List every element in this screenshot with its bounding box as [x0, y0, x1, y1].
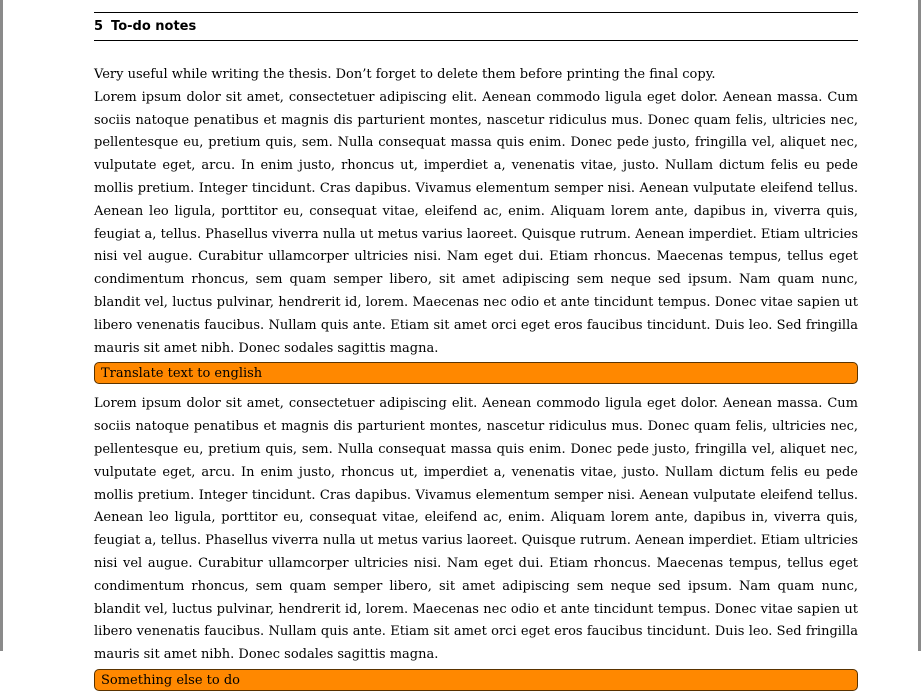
body-paragraph-1: Lorem ipsum dolor sit amet, consectetuer adipiscing elit. Aenean commodo ligula eget dolor. Aenean massa. Cum sociis natoque penatibus et magnis dis parturient montes, nascetur ridiculus mus. Donec quam felis, ultricies nec, pellentesque eu, pretium quis, sem. Nulla consequat massa quis enim. Donec pede justo, fringilla vel, aliquet nec, vulputate eget, arcu. In enim justo, rhoncus ut, imperdiet a, venenatis vitae, justo. Nullam dictum felis eu pede mollis pretium. Integer tincidunt. Cras dapibus. Vivamus elementum semper nisi. Aenean vulputate eleifend tellus. Aenean leo ligula, porttitor eu, consequat vitae, eleifend ac, enim. Aliquam lorem ante, dapibus in, viverra quis, feugiat a, tellus. Phasellus viverra nulla ut metus varius laoreet. Quisque rutrum. Aenean imperdiet. Etiam ultricies nisi vel augue. Curabitur ullamcorper ultricies nisi. Nam eget dui. Etiam rhoncus. Maecenas tempus, tellus eget condimentum rhoncus, sem quam semper libero, sit amet adipiscing sem neque sed ipsum. Nam quam nunc, blandit vel, luctus pulvinar, hendrerit id, lorem. Maecenas nec odio et ante tincidunt tempus. Donec vitae sapien ut libero venenatis faucibus. Nullam quis ante. Etiam sit amet orci eget eros faucibus tincidunt. Duis leo. Sed fringilla mauris sit amet nibh. Donec sodales sagittis magna. [94, 89, 858, 356]
section-number: 5 [94, 19, 104, 34]
section-heading [94, 12, 858, 41]
section-title: To-do notes [111, 19, 197, 34]
body-paragraph-2: Lorem ipsum dolor sit amet, consectetuer adipiscing elit. Aenean commodo ligula eget dolor. Aenean massa. Cum sociis natoque penatibus et magnis dis parturient montes, nascetur ridiculus mus. Donec quam felis, ultricies nec, pellentesque eu, pretium quis, sem. Nulla consequat massa quis enim. Donec pede justo, fringilla vel, aliquet nec, vulputate eget, arcu. In enim justo, rhoncus ut, imperdiet a, venenatis vitae, justo. Nullam dictum felis eu pede mollis pretium. Integer tincidunt. Cras dapibus. Vivamus elementum semper nisi. Aenean vulputate eleifend tellus. Aenean leo ligula, porttitor eu, consequat vitae, eleifend ac, enim. Aliquam lorem ante, dapibus in, viverra quis, feugiat a, tellus. Phasellus viverra nulla ut metus varius laoreet. Quisque rutrum. Aenean imperdiet. Etiam ultricies nisi vel augue. Curabitur ullamcorper ultricies nisi. Nam eget dui. Etiam rhoncus. Maecenas tempus, tellus eget condimentum rhoncus, sem quam semper libero, sit amet adipiscing sem neque sed ipsum. Nam quam nunc, blandit vel, luctus pulvinar, hendrerit id, lorem. Maecenas nec odio et ante tincidunt tempus. Donec vitae sapien ut libero venenatis faucibus. Nullam quis ante. Etiam sit amet orci eget eros faucibus tincidunt. Duis leo. Sed fringilla mauris sit amet nibh. Donec sodales sagittis magna. [94, 396, 858, 663]
todo-note-something-else: Something else to do [94, 669, 858, 691]
document-page [94, 12, 858, 691]
intro-text: Very useful while writing the thesis. Don’t forget to delete them before printing the final copy. [94, 67, 716, 82]
todo-note-translate: Translate text to english [94, 362, 858, 384]
